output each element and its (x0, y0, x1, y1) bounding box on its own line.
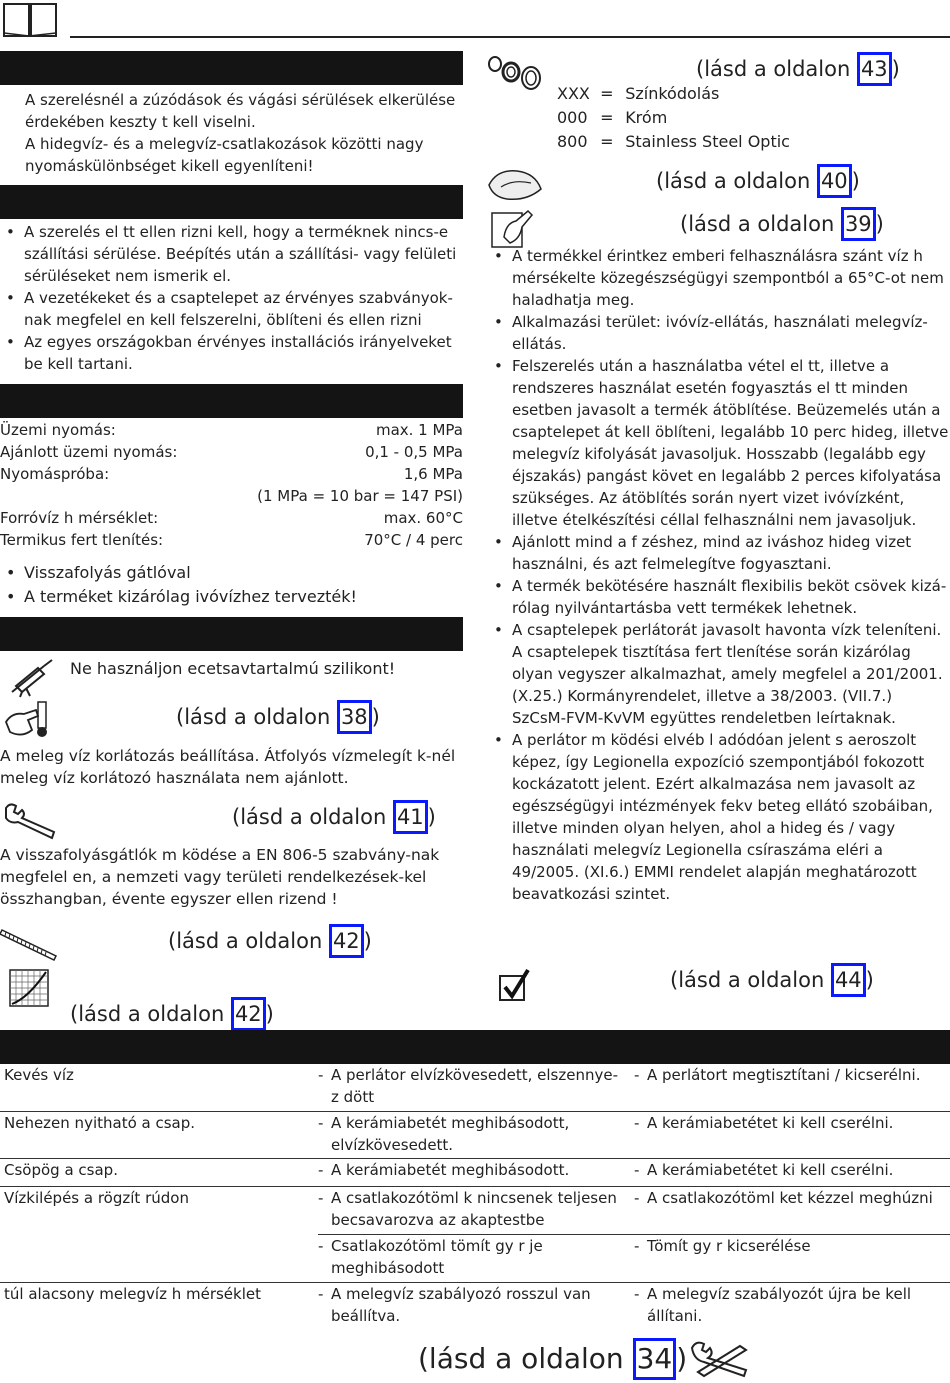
list-item: • A termékkel érintkez emberi felhasználásra szánt víz h mérsékelte közegészségügyi szempontból a 65°C-ot nem haladhatja meg. (488, 245, 950, 311)
page-reference: (lásd a oldalon 42 ) (70, 997, 274, 1031)
section-bar (0, 185, 463, 219)
page-reference: (lásd a oldalon 43 ) (696, 52, 900, 86)
fix-cell: - A csatlakozótöml ket kézzel meghúzni (634, 1187, 944, 1209)
page-link[interactable]: 38 (337, 700, 372, 734)
table-row (0, 1111, 950, 1158)
list-item: • Ajánlott mind a f zéshez, mind az iváshoz hideg vizet használni, és azt felmelegítve fogyasztani. (488, 531, 950, 575)
page-reference: (lásd a oldalon 38 ) (176, 700, 380, 734)
page-reference: (lásd a oldalon 42 ) (168, 924, 372, 958)
page-link[interactable]: 43 (857, 52, 892, 86)
table-row (0, 1282, 950, 1330)
page-link[interactable]: 40 (817, 164, 852, 198)
page-reference: (lásd a oldalon 39 ) (680, 207, 884, 241)
list-item: • Alkalmazási terület: ivóvíz-ellátás, használati melegvíz-ellátás. (488, 311, 950, 355)
spec-row: Termikus fert tlenítés: 70°C / 4 perc (0, 531, 463, 549)
list-item: • A szerelés el tt ellen rizni kell, hogy a terméknek nincs-e szállítási sérülése. Beépítés után a szállítási- vagy felületi sérüléseket nem ismerik el. (0, 221, 465, 287)
table-row (0, 1158, 950, 1186)
book-icon (2, 0, 58, 38)
cause-cell: - A kerámiabetét meghibásodott, elvízkövesedett. (318, 1112, 624, 1156)
fix-cell: - A kerámiabetétet ki kell cserélni. (634, 1159, 944, 1181)
list-item: • A csaptelepek perlátorát javasolt havonta vízk teleníteni. A csaptelepek tisztítása fert tlenítése során kizárólag olyan vegyszer alkalmazhat, amely megfelel a 201/2001. (X.25.) Kormányrendelet, illetve a 38/2003. (VII.7.) SzCsM-FVM-KvVM együttes rendeletben leírtaknak. (488, 619, 950, 729)
cause-cell: - Csatlakozótöml tömít gy r je meghibásodott (318, 1235, 624, 1279)
hygiene-list (488, 245, 950, 905)
silicone-gun-icon (8, 658, 54, 698)
spec-row: Ajánlott üzemi nyomás: 0,1 - 0,5 MPa (0, 443, 463, 461)
hand-outlet-icon (490, 207, 536, 249)
thermometer-hand-icon (2, 700, 52, 740)
table-row (0, 1235, 950, 1282)
checkbox-icon (498, 968, 532, 1004)
color-code-row: 000 = Króm (557, 108, 668, 127)
list-item: • A perlátor m ködési elvéb l adódóan jelent s aeroszolt képez, így Legionella expozíció szempontjából fokozott kockázatott jelent. Ezért alkalmazása nem javasolt az egészségügyi intézmények fekv beteg ellátó szobáiban, illetve minden olyan helyen, ahol a hideg és / vagy használati melegvíz Legionella csíraszáma eléri a 49/2005. (XI.6.) EMMI rendelet alapján meghatározott beavatkozási szintet. (488, 729, 950, 905)
page-link[interactable]: 42 (231, 997, 266, 1031)
grid-chart-icon (8, 968, 50, 1008)
page-link[interactable]: 42 (329, 924, 364, 958)
spec-row: (1 MPa = 10 bar = 147 PSI) (257, 487, 463, 505)
header-rule (70, 36, 950, 38)
page-link[interactable]: 44 (831, 963, 866, 997)
section-bar (0, 617, 463, 651)
fix-cell: - A perlátort megtisztítani / kicserélni. (634, 1064, 944, 1086)
list-item: • Visszafolyás gátlóval (0, 561, 465, 585)
section-bar (0, 384, 463, 418)
footer-page-reference: (lásd a oldalon 34 ) (418, 1338, 687, 1380)
table-row (0, 1064, 950, 1111)
color-code-table (557, 82, 790, 154)
section-bar (0, 51, 463, 85)
color-code-row: XXX = Színkódolás (557, 84, 720, 103)
cause-cell: - A perlátor elvízkövesedett, elszennye-z dött (318, 1064, 624, 1108)
problem-cell: Nehezen nyitható a csap. (4, 1114, 196, 1132)
page-link[interactable]: 41 (393, 800, 428, 834)
table-header-bar (0, 1030, 950, 1064)
problem-cell: Csöpög a csap. (4, 1161, 118, 1179)
cause-cell: - A csatlakozótöml k nincsenek teljesen becsavarozva az akaptestbe (318, 1187, 624, 1231)
tools-icon (690, 1338, 750, 1378)
list-item: • A termék bekötésére használt flexibilis beköt csövek kizá-rólag nyilvántartásba vett termékek lehetnek. (488, 575, 950, 619)
fix-cell: - Tömít gy r kicserélése (634, 1235, 944, 1257)
backflow-text: A visszafolyásgátlók m ködése a EN 806-5 szabvány-nak megfelel en, a nemzeti vagy területi rendelkezések-kel összhangban, évente egyszer ellen rizend ! (0, 846, 440, 908)
page-reference: (lásd a oldalon 44 ) (670, 963, 874, 997)
cause-cell: - A melegvíz szabályozó rosszul van beállítva. (318, 1283, 624, 1327)
spec-row: Üzemi nyomás: max. 1 MPa (0, 421, 463, 439)
list-item: • A vezetékeket és a csaptelepet az érvényes szabványok-nak megfelel en kell felszerelni, öblíteni és ellen rizni (0, 287, 465, 331)
color-rings-icon (487, 54, 545, 94)
wrench-icon (2, 800, 58, 840)
hot-water-text: A meleg víz korlátozás beállítása. Átfolyós vízmelegít k-nél meleg víz korlátozó használata nem ajánlott. (0, 747, 456, 787)
fix-cell: - A melegvíz szabályozót újra be kell állítani. (634, 1283, 944, 1327)
table-row (0, 1186, 950, 1234)
color-code-row: 800 = Stainless Steel Optic (557, 132, 790, 151)
spec-row: Nyomáspróba: 1,6 MPa (0, 465, 463, 483)
intro-text: A szerelésnél a zúzódások és vágási sérülések elkerülése érdekében keszty t kell viselni. A hidegvíz- és a melegvíz-csatlakozások közötti nagy nyomáskülönbséget kikell egyenlíteni! (25, 91, 456, 175)
silicone-note: Ne használjon ecetsavtartalmú szilikont! (70, 659, 396, 678)
ruler-icon (0, 922, 58, 962)
cloth-hand-icon (487, 165, 545, 205)
feature-list (0, 561, 465, 609)
fix-cell: - A kerámiabetétet ki kell cserélni. (634, 1112, 944, 1134)
list-item: • Az egyes országokban érvényes installációs irányelveket be kell tartani. (0, 331, 465, 375)
list-item: • Felszerelés után a használatba vétel el tt, illetve a rendszeres használat esetén fogyasztás el tt minden esetben javasolt a termék átöblítése. Beüzemelés után a csaptelepet át kell öblíteni, legalább 10 perc hideg, illetve melegvíz kifolyását javasoljuk. Hosszabb (legalább egy éjszakás) pangást követ en legalább 2 perces kifolyatása szükséges. Az átöblítés során nyert vizet ivóvízként, illetve ételkészítési céllal felhasználni nem javasoljuk. (488, 355, 950, 531)
safety-list (0, 221, 465, 375)
cause-cell: - A kerámiabetét meghibásodott. (318, 1159, 624, 1181)
problem-cell: Vízkilépés a rögzít rúdon (4, 1189, 189, 1207)
page-link[interactable]: 34 (633, 1338, 677, 1380)
page-link[interactable]: 39 (841, 207, 876, 241)
problem-cell: túl alacsony melegvíz h mérséklet (4, 1285, 261, 1303)
list-item: • A terméket kizárólag ivóvízhez tervezték! (0, 585, 465, 609)
spec-row: Forróvíz h mérséklet: max. 60°C (0, 509, 463, 527)
page-reference: (lásd a oldalon 41 ) (232, 800, 436, 834)
problem-cell: Kevés víz (4, 1066, 74, 1084)
page-reference: (lásd a oldalon 40 ) (656, 164, 860, 198)
